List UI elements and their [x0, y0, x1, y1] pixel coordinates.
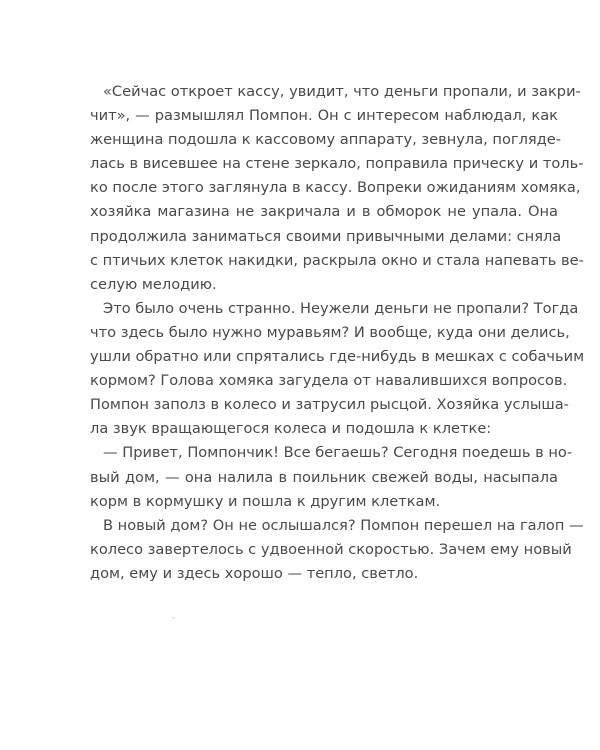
text-line: — Привет, Помпончик! Все бегаешь? Сегодня поедешь в но-: [103, 444, 573, 462]
text-line: хозяйка магазина не закричала и в обморок не упала. Она: [90, 203, 558, 221]
text-line: лась в висевшее на стене зеркало, поправила прическу и толь-: [90, 155, 584, 173]
text-line: селую мелодию.: [90, 275, 217, 293]
text-line: Это было очень странно. Неужели деньги не пропали? Тогда: [103, 299, 579, 317]
text-line: ла звук вращающегося колеса и подошла к клетке:: [90, 420, 492, 438]
text-line: «Сейчас откроет кассу, увидит, что деньги пропали, и закри-: [103, 83, 581, 100]
text-line: Помпон заполз в колесо и затрусил рысцой. Хозяйка услыша-: [90, 396, 569, 414]
text-line: вый дом, — она налила в поильник свежей воды, насыпала: [90, 468, 558, 486]
paragraph-1: [90, 80, 584, 297]
text-line: ко после этого заглянула в кассу. Вопреки ожиданиям хомяка,: [90, 179, 581, 197]
text-line: кормом? Голова хомяка загудела от навалившихся вопросов.: [90, 372, 568, 390]
book-page-text: [90, 80, 585, 586]
paragraph-3-dialogue: [90, 441, 573, 513]
text-line: колесо завертелось с удвоенной скоростью. Зачем ему новый: [90, 540, 572, 558]
paragraph-4: [90, 514, 584, 586]
text-line: чит», — размышлял Помпон. Он с интересом наблюдал, как: [90, 107, 558, 125]
text-line: дом, ему и здесь хорошо — тепло, светло.: [90, 564, 419, 582]
text-line: продолжила заниматься своими привычными делами: сняла: [90, 227, 562, 245]
paragraph-2: [90, 297, 585, 442]
text-line: ушли обратно или спрятались где-нибудь в мешках с собачьим: [90, 348, 585, 366]
scan-speck: [172, 617, 175, 619]
text-line: В новый дом? Он не ослышался? Помпон перешел на галоп —: [103, 516, 584, 534]
text-line: корм в кормушку и пошла к другим клеткам.: [90, 492, 441, 510]
text-line: с птичьих клеток накидки, раскрыла окно и стала напевать ве-: [90, 251, 584, 269]
text-line: что здесь было нужно муравьям? И вообще, куда они делись,: [90, 323, 570, 341]
text-line: женщина подошла к кассовому аппарату, зевнула, погляде-: [90, 131, 562, 149]
